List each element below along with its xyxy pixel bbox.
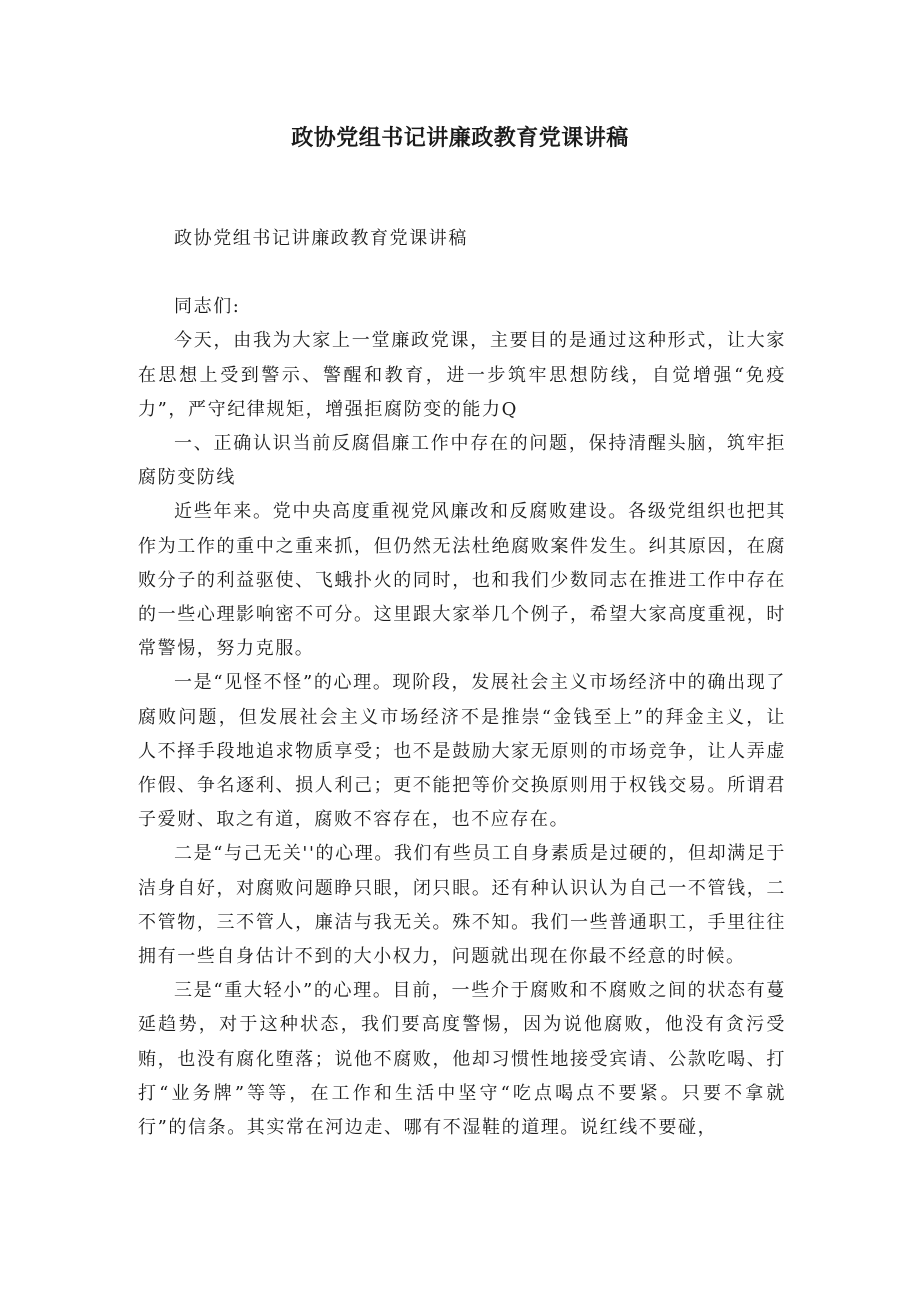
paragraph-point-2: 二是“与己无关''的心理。我们有些员工自身素质是过硬的，但却满足于洁身自好，对腐败问题睁只眼，闭只眼。还有种认识认为自己一不管钱，二不管物，三不管人，廉洁与我无关。殊不知。我们一些普通职工，手里往往拥有一些自身估计不到的大小权力，问题就出现在你最不经意的时候。 bbox=[138, 843, 786, 968]
paragraph-point-1: 一是“见怪不怪”的心理。现阶段，发展社会主义市场经济中的确出现了腐败问题，但发展社会主义市场经济不是推崇“金钱至上”的拜金主义，让人不择手段地追求物质享受；也不是鼓励大家无原则的市场竞争，让人弄虚作假、争名逐利、损人利己；更不能把等价交换原则用于权钱交易。所谓君子爱财、取之有道，腐败不容存在，也不应存在。 bbox=[138, 672, 786, 831]
section-heading-1: 一、正确认识当前反腐倡廉工作中存在的问题，保持清醒头脑，筑牢拒腐防变防线 bbox=[138, 433, 786, 489]
paragraph-point-3: 三是“重大轻小”的心理。目前，一些介于腐败和不腐败之间的状态有蔓延趋势，对于这种状态，我们要高度警惕，因为说他腐败，他没有贪污受贿，也没有腐化堕落；说他不腐败，他却习惯性地接受宾请、公款吃喝、打打“业务牌”等等，在工作和生活中坚守“吃点喝点不要紧。只要不拿就行”的信条。其实常在河边走、哪有不湿鞋的道理。说红线不要碰， bbox=[138, 980, 786, 1139]
paragraph-background: 近些年来。党中央高度重视党风廉改和反腐败建设。各级党组织也把其作为工作的重中之重来抓，但仍然无法杜绝腐败案件发生。纠其原因，在腐败分子的利益驱使、飞蛾扑火的同时，也和我们少数同志在推进工作中存在的一些心理影响密不可分。这里跟大家举几个例子，希望大家高度重视，时常警惕，努力克服。 bbox=[138, 501, 786, 660]
document-subtitle: 政协党组书记讲廉政教育党课讲稿 bbox=[174, 228, 468, 249]
salutation: 同志们: bbox=[174, 296, 241, 318]
document-title: 政协党组书记讲廉政教育党课讲稿 bbox=[291, 126, 629, 151]
paragraph-intro: 今天，由我为大家上一堂廉政党课，主要目的是通过这种形式，让大家在思想上受到警示、警醒和教育，进一步筑牢思想防线，自觉增强“免疫力”，严守纪律规矩，增强拒腐防变的能力Q bbox=[138, 330, 786, 420]
document-body bbox=[138, 222, 786, 1145]
